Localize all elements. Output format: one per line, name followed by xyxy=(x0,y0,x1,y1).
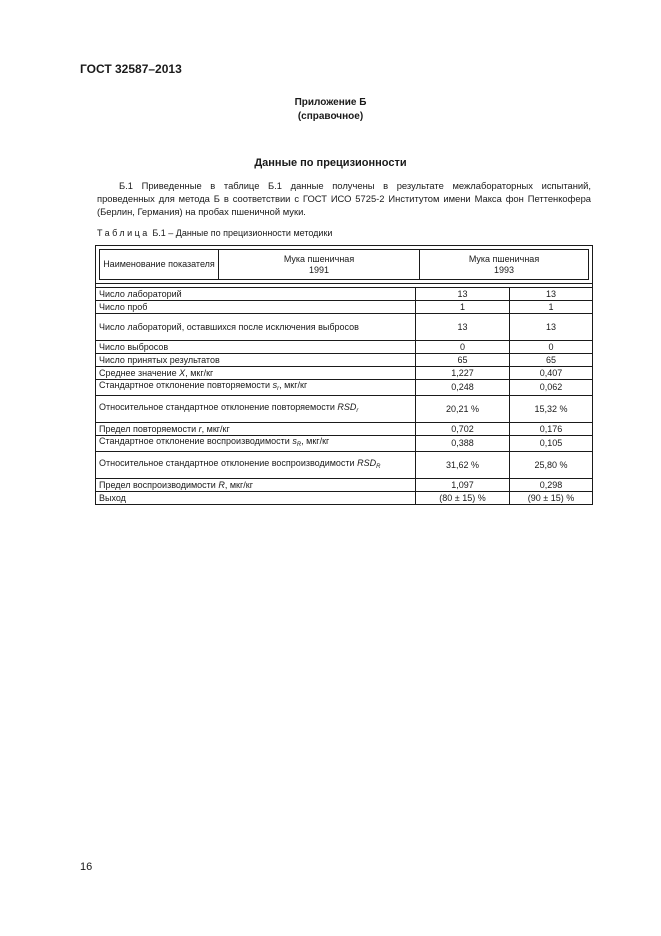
value-1993: 0,105 xyxy=(510,436,593,452)
header-indicator-label: Наименование показателя xyxy=(103,259,215,269)
row-label: Предел повторяемости r, мкг/кг xyxy=(96,423,416,436)
value-1993: 0,062 xyxy=(510,380,593,396)
value-1993: 0,407 xyxy=(510,367,593,380)
value-1991: (80 ± 15) % xyxy=(416,492,510,505)
value-1991: 1 xyxy=(416,301,510,314)
table-row xyxy=(96,452,593,479)
table-row xyxy=(96,479,593,492)
paragraph-line-1: Б.1 Приведенные в таблице Б.1 данные получены в результате межлабораторных испытаний, xyxy=(119,180,591,191)
header-1991-label: Мука пшеничная 1991 xyxy=(283,253,355,275)
table-row xyxy=(96,380,593,396)
value-1993: (90 ± 15) % xyxy=(510,492,593,505)
row-label: Число лабораторий, оставшихся после исключения выбросов xyxy=(96,314,416,341)
appendix-heading xyxy=(0,96,661,124)
value-1991: 13 xyxy=(416,288,510,301)
value-1993: 1 xyxy=(510,301,593,314)
paragraph-rest: проведенных для метода Б в соответствии с ГОСТ ИСО 5725-2 Институтом имени Макса фон Петтенкофера (Берлин, Германия) на пробах пшеничной муки. xyxy=(97,193,591,217)
value-1991: 31,62 % xyxy=(416,452,510,479)
row-label: Число выбросов xyxy=(96,341,416,354)
table-row xyxy=(96,288,593,301)
table-caption-prefix: Таблица xyxy=(97,228,150,238)
row-label: Выход xyxy=(96,492,416,505)
value-1993: 25,80 % xyxy=(510,452,593,479)
table-row xyxy=(96,314,593,341)
table-row xyxy=(96,354,593,367)
row-label: Число лабораторий xyxy=(96,288,416,301)
page-number: 16 xyxy=(80,861,93,873)
appendix-subtitle: (справочное) xyxy=(297,111,364,122)
table-caption-text: Б.1 – Данные по прецизионности методики xyxy=(152,228,333,238)
table-header-row xyxy=(96,246,593,284)
value-1991: 65 xyxy=(416,354,510,367)
row-label: Число проб xyxy=(96,301,416,314)
value-1991: 20,21 % xyxy=(416,396,510,423)
value-1993: 13 xyxy=(510,314,593,341)
header-1991 xyxy=(219,249,420,280)
value-1991: 1,097 xyxy=(416,479,510,492)
value-1991: 0,388 xyxy=(416,436,510,452)
value-1993: 0 xyxy=(510,341,593,354)
header-indicator xyxy=(99,249,219,280)
row-label: Относительное стандартное отклонение воспроизводимости $RSD_R$ xyxy=(96,452,416,479)
document-code: ГОСТ 32587–2013 xyxy=(80,62,182,76)
table-row xyxy=(96,396,593,423)
section-title: Данные по прецизионности xyxy=(254,157,407,169)
header-1993 xyxy=(420,249,589,280)
row-label: Среднее значение X, мкг/кг xyxy=(96,367,416,380)
row-label: Число принятых результатов xyxy=(96,354,416,367)
value-1991: 0,702 xyxy=(416,423,510,436)
value-1993: 15,32 % xyxy=(510,396,593,423)
row-label: Относительное стандартное отклонение повторяемости $RSD_r$ xyxy=(96,396,416,423)
table-row xyxy=(96,367,593,380)
row-label: Предел воспроизводимости R, мкг/кг xyxy=(96,479,416,492)
table-row xyxy=(96,436,593,452)
row-label: Стандартное отклонение повторяемости $s_r$, мкг/кг xyxy=(96,380,416,396)
table-caption xyxy=(97,228,332,238)
header-1993-label: Мука пшеничная 1993 xyxy=(468,253,540,275)
value-1993: 65 xyxy=(510,354,593,367)
table-row xyxy=(96,492,593,505)
value-1991: 0 xyxy=(416,341,510,354)
table-row xyxy=(96,301,593,314)
table-row xyxy=(96,423,593,436)
table-row xyxy=(96,341,593,354)
appendix-title: Приложение Б xyxy=(294,97,367,108)
row-label: Стандартное отклонение воспроизводимости $s_R$, мкг/кг xyxy=(96,436,416,452)
value-1993: 0,176 xyxy=(510,423,593,436)
value-1991: 1,227 xyxy=(416,367,510,380)
value-1991: 13 xyxy=(416,314,510,341)
value-1993: 13 xyxy=(510,288,593,301)
value-1993: 0,298 xyxy=(510,479,593,492)
table-header-frame xyxy=(96,246,593,284)
paragraph-b1 xyxy=(97,179,591,218)
precision-table xyxy=(95,245,593,505)
value-1991: 0,248 xyxy=(416,380,510,396)
